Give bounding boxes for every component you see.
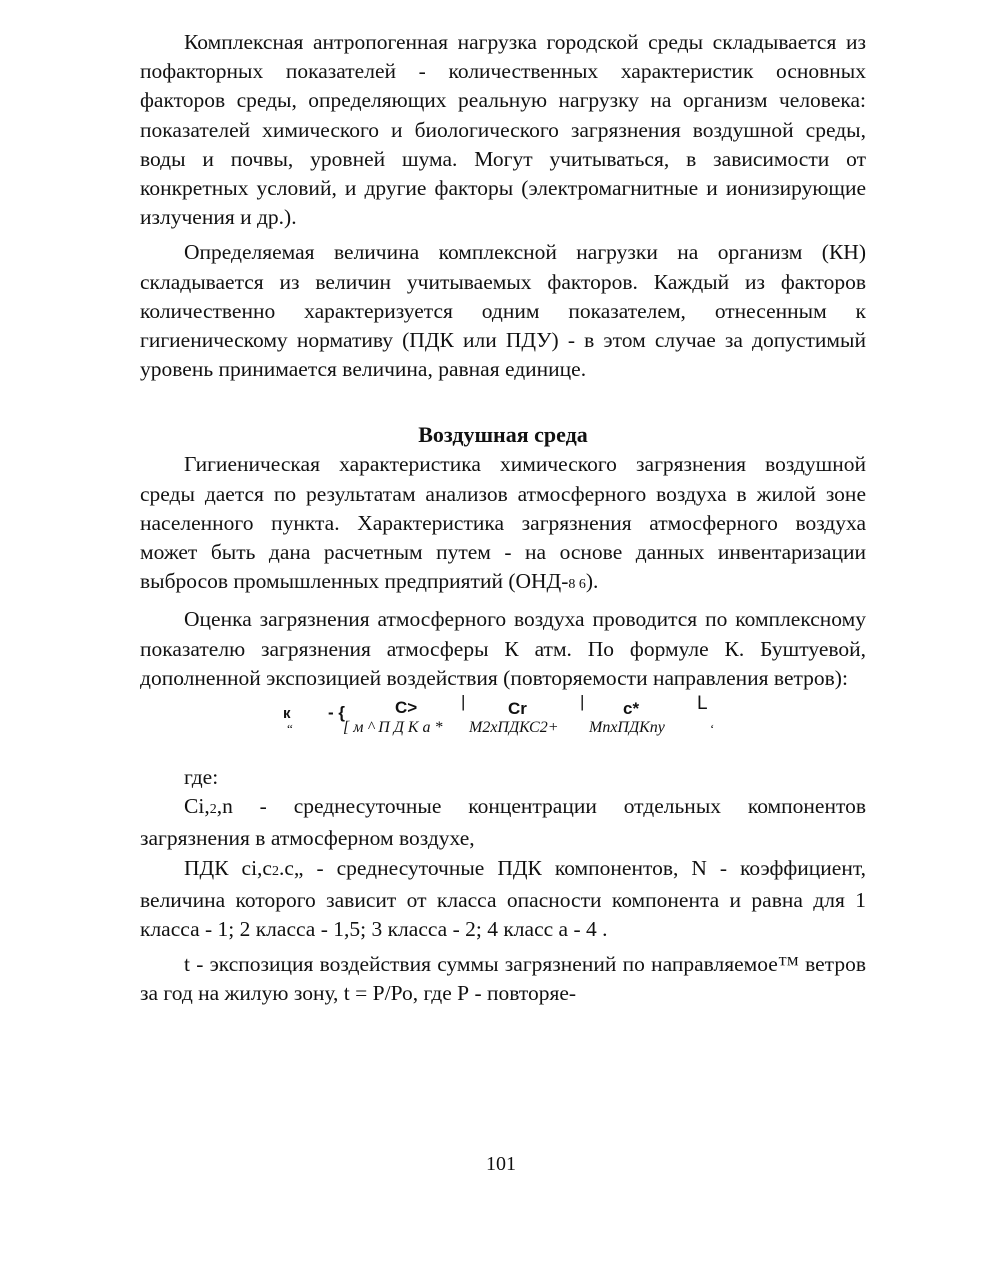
paragraph-5-subscript: 2 — [209, 802, 217, 818]
paragraph-6 — [140, 854, 866, 945]
formula-minus-brace: - { — [328, 703, 345, 723]
paragraph-3 — [140, 450, 866, 599]
formula-cr: Cr — [508, 699, 527, 719]
paragraph-5-text: ,n - среднесуточные концентрации отдельных компонентов загрязнения в атмосферном воздухе, — [140, 794, 866, 851]
formula-c1: C> — [395, 698, 418, 718]
formula-comma: ‘ — [710, 721, 715, 737]
formula-denominator-3: МпхПДКпу — [589, 719, 665, 737]
formula-denominator-2: М2хПДКС2+ — [469, 719, 559, 737]
paragraph-6-subscript: 2 — [271, 863, 279, 879]
page-number: 101 — [486, 1153, 516, 1175]
paragraph-3-end: ). — [585, 569, 599, 594]
formula-k: к — [283, 705, 291, 723]
paragraph-6-text: .с„ - среднесуточные ПДК компонентов, N - коэффициент, величина которого зависит от класса опасности компонента и равна для 1 класса - 1; 2 класса - 1,5; 3 класса - 2; 4 класс а - 4 . — [140, 855, 866, 942]
paragraph-5-start: Ci, — [184, 794, 210, 819]
where-label: где: — [184, 765, 219, 790]
paragraph-1: Комплексная антропогенная нагрузка городской среды складывается из пофакторных показателей - количественных характеристик основных факторов среды, определяющих реальную нагрузку на организм человека: показателей химического и биологического загрязнения воздушной среды, воды и почвы, уровней шума. Могут учитываться, в зависимости от конкретных условий, и другие факторы (электромагнитные и ионизирующие излучения и др.). — [140, 30, 866, 230]
page-body — [140, 28, 866, 1009]
section-heading: Воздушная среда — [418, 422, 588, 448]
formula-bar-1: | — [461, 692, 466, 712]
paragraph-3-text: Гигиеническая характеристика химического загрязнения воздушной среды дается по результатам анализов атмосферного воздуха в жилой зоне населенного пункта. Характеристика загрязнения атмосферного воздуха может быть дана расчетным путем - на основе данных инвентаризации выбросов промышленных предприятий (ОНД- — [140, 452, 866, 594]
paragraph-7: t - экспозиция воздействия суммы загрязнений по направляемое™ ветров за год на жилую зону, t = Р/Ро, где Р - повторяе- — [140, 952, 866, 1006]
formula-quote: “ — [287, 721, 293, 737]
paragraph-4: Оценка загрязнения атмосферного воздуха проводится по комплексному показателю загрязнения атмосферы К атм. По формуле К. Буштуевой, дополненной экспозицией воздействия (повторяемости направления ветров): — [140, 607, 866, 690]
formula-bar-2: | — [580, 692, 585, 712]
paragraph-2: Определяемая величина комплексной нагрузки на организм (КН) складывается из величин учитываемых факторов. Каждый из факторов количественно характеризуется одним показателем, отнесенным к гигиеническому нормативу (ПДК или ПДУ) - в этом случае за допустимый уровень принимается величина, равная единице. — [140, 240, 866, 382]
paragraph-3-subscript: 8 6 — [568, 577, 586, 593]
paragraph-5 — [140, 792, 866, 853]
formula-corner: L — [697, 693, 708, 715]
formula — [140, 692, 866, 763]
formula-cstar: c* — [623, 699, 640, 719]
formula-denominator-1: [ м ^ П Д К а * — [343, 719, 443, 737]
paragraph-6-start: ПДК ci,c — [184, 855, 272, 880]
